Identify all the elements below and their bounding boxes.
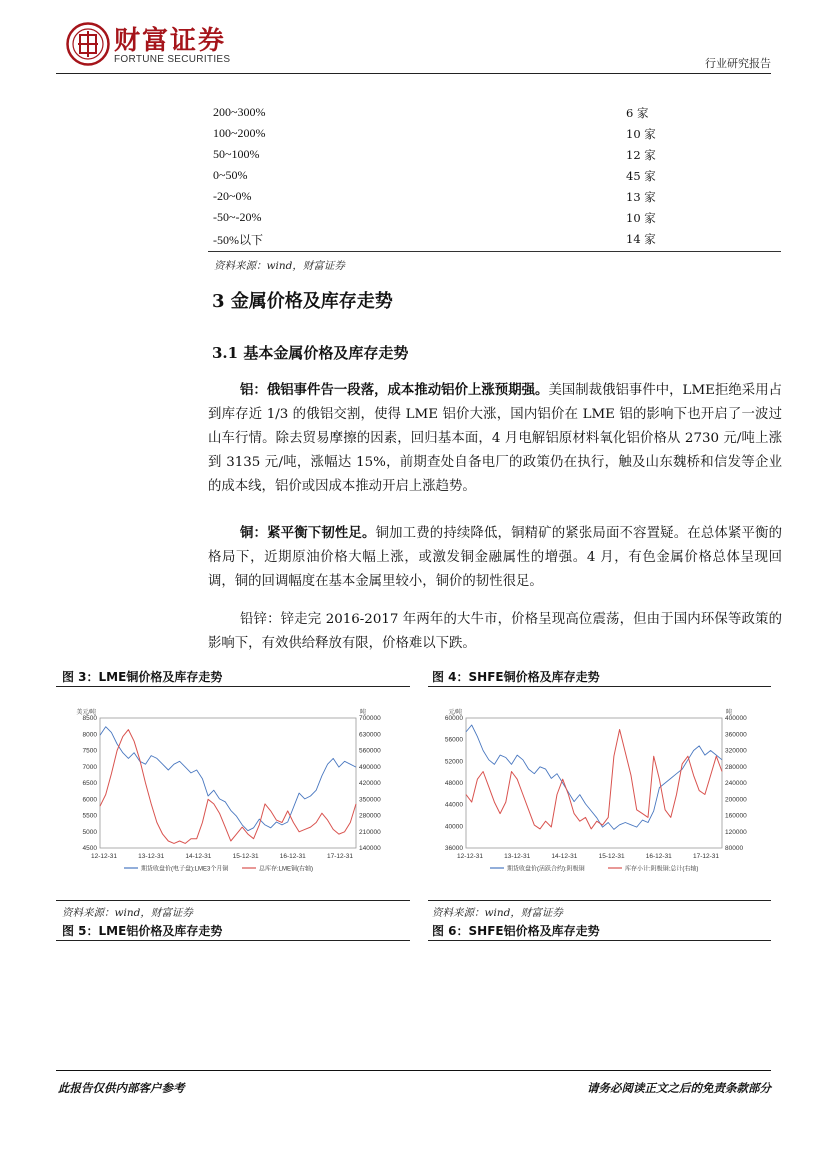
left-tick-label: 36000 [444, 845, 463, 852]
table-source: 资料来源：wind，财富证券 [214, 260, 345, 272]
shfe-copper-chart [430, 702, 770, 882]
table-row [208, 186, 781, 207]
left-tick-label: 5500 [82, 812, 97, 820]
left-tick-label: 60000 [444, 715, 463, 722]
figure-4-bottom-rule [428, 900, 771, 901]
legend-label: 总库存:LME铜(右轴) [259, 866, 314, 873]
series-line-price [466, 725, 722, 829]
right-tick-label: 280000 [359, 812, 381, 820]
aluminum-body: 美国制裁俄铝事件中，LME拒绝采用占到库存近 1/3 的俄铝交割，使得 LME 铝价大涨，国内铝价在 LME 铝的影响下也开启了一波过山车行情。除去贸易摩擦的因素，回归基本面，4 月电解铝原材料氧化铝价格从 2730 元/吨上涨到 3135 元/吨，涨幅达 15%，前期查处自备电厂的政策仍在执行，触及山东魏桥和信发等企业的成本线，铝价或因成本推动开启上涨趋势。 [208, 383, 782, 494]
legend-label: 期货收盘价(活跃合约):阴极铜 [507, 866, 585, 873]
right-tick-label: 700000 [359, 715, 381, 722]
x-tick-label: 15-12-31 [598, 853, 625, 860]
left-tick-label: 6000 [82, 796, 97, 804]
x-tick-label: 16-12-31 [645, 853, 672, 860]
footer-disclaimer-left: 此报告仅供内部客户参考 [58, 1081, 185, 1095]
right-unit-label: 吨 [726, 710, 733, 716]
figure-3-bottom-rule [56, 900, 410, 901]
left-unit-label: 美元/吨 [76, 710, 96, 716]
left-tick-label: 44000 [444, 801, 463, 809]
table-row [208, 123, 781, 144]
copper-paragraph [208, 521, 782, 594]
right-unit-label: 吨 [360, 710, 367, 716]
right-tick-label: 140000 [359, 845, 381, 852]
distribution-table [208, 102, 781, 249]
right-tick-label: 280000 [725, 763, 747, 771]
table-row [208, 102, 781, 123]
range-cell: 100~200% [213, 126, 266, 140]
header-divider [56, 73, 771, 74]
count-cell: 10 家 [626, 127, 656, 141]
aluminum-paragraph [208, 378, 782, 499]
shfe-copper-chart-svg [430, 702, 770, 882]
figure-6-title: 图 6：SHFE铝价格及库存走势 [432, 924, 600, 938]
brand-name-en: FORTUNE SECURITIES [114, 54, 231, 65]
figure-3-source: 资料来源：wind，财富证券 [62, 907, 193, 919]
lme-copper-chart [64, 702, 404, 882]
table-row [208, 207, 781, 228]
right-tick-label: 120000 [725, 828, 747, 836]
footer-divider [56, 1070, 771, 1071]
range-cell: -50%以下 [213, 233, 263, 247]
figure-6-rule [428, 940, 771, 941]
subsection-title: 3.1 基本金属价格及库存走势 [212, 344, 409, 362]
right-tick-label: 240000 [725, 780, 747, 787]
left-tick-label: 6500 [82, 780, 97, 787]
leadzinc-paragraph: 铅锌：锌走完 2016-2017 年两年的大牛市，价格呈现高位震荡，但由于国内环保等政策的影响下，有效供给释放有限，价格难以下跌。 [208, 612, 782, 651]
figure-3-title: 图 3：LME铜价格及库存走势 [62, 670, 223, 684]
section-title: 3 金属价格及库存走势 [212, 291, 393, 312]
left-tick-label: 52000 [444, 758, 463, 766]
right-tick-label: 320000 [725, 747, 747, 755]
right-tick-label: 160000 [725, 812, 747, 820]
left-tick-label: 7000 [82, 763, 97, 771]
right-tick-label: 210000 [359, 828, 381, 836]
count-cell: 13 家 [626, 190, 656, 204]
range-cell: -20~0% [213, 189, 252, 203]
x-tick-label: 14-12-31 [185, 853, 212, 860]
count-cell: 12 家 [626, 148, 656, 162]
left-tick-label: 56000 [444, 736, 463, 744]
range-cell: 200~300% [213, 105, 266, 119]
legend-label: 期货收盘价(电子盘):LME3个月铜 [141, 866, 229, 873]
right-tick-label: 490000 [359, 763, 381, 771]
aluminum-lead: 铝：俄铝事件告一段落，成本推动铝价上涨预期强。 [240, 382, 549, 398]
x-tick-label: 14-12-31 [551, 853, 578, 860]
table-bottom-rule [208, 251, 781, 252]
x-tick-label: 15-12-31 [232, 853, 259, 860]
right-tick-label: 360000 [725, 731, 747, 739]
left-tick-label: 5000 [82, 828, 97, 836]
range-cell: 0~50% [213, 168, 248, 182]
left-tick-label: 7500 [82, 747, 97, 755]
right-tick-label: 350000 [359, 796, 381, 804]
range-cell: 50~100% [213, 147, 260, 161]
right-tick-label: 560000 [359, 747, 381, 755]
x-tick-label: 12-12-31 [90, 853, 118, 860]
figure-4-rule [428, 686, 771, 687]
brand-name-cn: 财富证券 [114, 26, 227, 56]
figure-4-title: 图 4：SHFE铜价格及库存走势 [432, 670, 600, 684]
right-tick-label: 400000 [725, 715, 747, 722]
copper-body: 铜加工费的持续降低，铜精矿的紧张局面不容置疑。在总体紧平衡的格局下，近期原油价格大幅上涨，或激发铜金融属性的增强。4 月，有色金属价格总体呈现回调，铜的回调幅度在基本金属里较小，铜价的韧性很足。 [208, 526, 783, 589]
table-row [208, 228, 781, 249]
plot-frame [466, 718, 722, 848]
x-tick-label: 17-12-31 [326, 853, 354, 860]
count-cell: 6 家 [626, 106, 649, 120]
range-cell: -50~-20% [213, 210, 262, 224]
figure-5-title: 图 5：LME铝价格及库存走势 [62, 924, 223, 938]
left-tick-label: 48000 [444, 780, 463, 787]
left-tick-label: 8500 [82, 715, 97, 722]
fortune-logo-icon [66, 22, 110, 66]
table-row [208, 144, 781, 165]
right-tick-label: 80000 [725, 845, 744, 852]
x-tick-label: 16-12-31 [279, 853, 306, 860]
right-tick-label: 200000 [725, 796, 747, 804]
left-tick-label: 40000 [444, 823, 463, 831]
left-tick-label: 4500 [82, 845, 97, 852]
left-tick-label: 8000 [82, 731, 97, 739]
right-tick-label: 420000 [359, 780, 381, 787]
right-tick-label: 630000 [359, 731, 381, 739]
legend-label: 库存小计:阴极铜:总计(右轴) [625, 866, 699, 873]
count-cell: 10 家 [626, 211, 656, 225]
plot-frame [100, 718, 356, 848]
figure-3-rule [56, 686, 410, 687]
figure-4-source: 资料来源：wind，财富证券 [432, 907, 563, 919]
x-tick-label: 13-12-31 [504, 853, 531, 860]
series-line-price [100, 727, 356, 831]
footer-disclaimer-right: 请务必阅读正文之后的免责条款部分 [587, 1081, 771, 1095]
report-type: 行业研究报告 [705, 57, 771, 70]
x-tick-label: 17-12-31 [692, 853, 720, 860]
copper-lead: 铜：紧平衡下韧性足。 [240, 525, 376, 541]
count-cell: 14 家 [626, 232, 656, 246]
figure-5-rule [56, 940, 410, 941]
lme-copper-chart-svg [64, 702, 404, 882]
left-unit-label: 元/吨 [448, 710, 462, 716]
x-tick-label: 12-12-31 [456, 853, 484, 860]
count-cell: 45 家 [626, 169, 656, 183]
x-tick-label: 13-12-31 [138, 853, 165, 860]
table-row [208, 165, 781, 186]
